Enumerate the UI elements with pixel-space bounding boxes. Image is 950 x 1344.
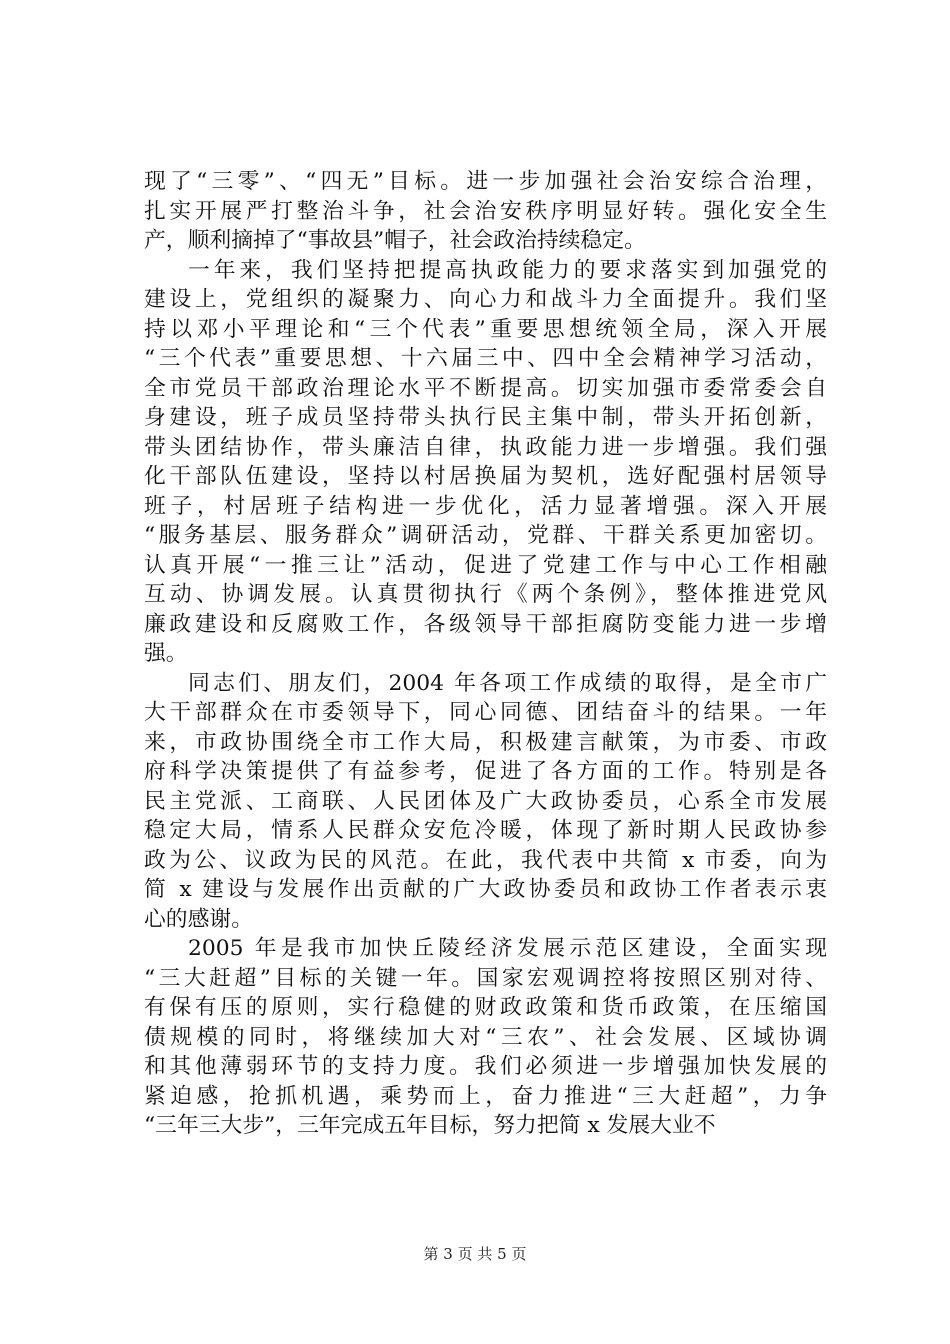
text-line: 有保有压的原则，实行稳健的财政政策和货币政策，在压缩国 xyxy=(144,995,827,1020)
text-line: 互动、协调发展。认真贯彻执行《两个条例》，整体推进党风 xyxy=(144,582,827,607)
text-line: 产，顺利摘掉了“事故县”帽子，社会政治持续稳定。 xyxy=(144,228,646,253)
text-line: 廉政建设和反腐败工作，各级领导干部拒腐防变能力进一步增 xyxy=(144,611,827,637)
text-line: 现了“三零”、“四无”目标。进一步加强社会治安综合治理， xyxy=(144,169,827,194)
text-line: 带头团结协作，带头廉洁自律，执政能力进一步增强。我们强 xyxy=(144,434,827,460)
text-line: 强。 xyxy=(144,641,188,666)
text-line: 大干部群众在市委领导下，同心同德、团结奋斗的结果。一年 xyxy=(144,700,827,725)
text-line: 债规模的同时，将继续加大对“三农”、社会发展、区域协调 xyxy=(144,1024,827,1050)
text-line: 认真开展“一推三让”活动，促进了党建工作与中心工作相融 xyxy=(144,552,827,578)
text-line: “三年三大步”，三年完成五年目标，努力把简 x 发展大业不 xyxy=(144,1113,716,1138)
text-line: 持以邓小平理论和“三个代表”重要思想统领全局，深入开展 xyxy=(144,316,827,342)
text-line: “三个代表”重要思想、十六届三中、四中全会精神学习活动， xyxy=(144,346,827,371)
text-line: 同志们、朋友们，2004 年各项工作成绩的取得，是全市广 xyxy=(188,670,827,696)
text-line: “三大赶超”目标的关键一年。国家宏观调控将按照区别对待、 xyxy=(144,965,827,991)
text-line: 稳定大局，情系人民群众安危冷暖，体现了新时期人民政协参 xyxy=(144,818,827,843)
text-line: 班子，村居班子结构进一步优化，活力显著增强。深入开展 xyxy=(144,493,827,519)
text-line: 扎实开展严打整治斗争，社会治安秩序明显好转。强化安全生 xyxy=(144,198,827,224)
paragraph xyxy=(144,167,827,256)
text-line: 心的感谢。 xyxy=(144,906,253,932)
paragraph xyxy=(144,669,827,935)
text-line: 府科学决策提供了有益参考，促进了各方面的工作。特别是各 xyxy=(144,759,827,784)
text-line: 政为公、议政为民的风范。在此，我代表中共简 x 市委，向为 xyxy=(144,847,827,873)
page-number-label: 第 3 页 共 5 页 xyxy=(423,1245,527,1263)
text-line: 建设上，党组织的凝聚力、向心力和战斗力全面提升。我们坚 xyxy=(144,287,827,312)
text-line: 全市党员干部政治理论水平不断提高。切实加强市委常委会自 xyxy=(144,375,827,401)
text-line: 2005 年是我市加快丘陵经济发展示范区建设，全面实现 xyxy=(188,936,827,961)
document-body xyxy=(144,167,827,1141)
paragraph xyxy=(144,934,827,1141)
text-line: 简 x 建设与发展作出贡献的广大政协委员和政协工作者表示衷 xyxy=(144,877,827,902)
text-line: 民主党派、工商联、人民团体及广大政协委员，心系全市发展 xyxy=(144,788,827,814)
text-line: 化干部队伍建设，坚持以村居换届为契机，选好配强村居领导 xyxy=(144,464,827,489)
text-line: 来，市政协围绕全市工作大局，积极建言献策，为市委、市政 xyxy=(144,729,827,755)
text-line: 和其他薄弱环节的支持力度。我们必须进一步增强加快发展的 xyxy=(144,1054,827,1079)
paragraph xyxy=(144,256,827,669)
text-line: 紧迫感，抢抓机遇，乘势而上，奋力推进“三大赶超”，力争 xyxy=(144,1083,827,1109)
page-footer xyxy=(0,1245,950,1263)
text-line: “服务基层、服务群众”调研活动，党群、干群关系更加密切。 xyxy=(144,523,827,548)
text-line: 一年来，我们坚持把提高执政能力的要求落实到加强党的 xyxy=(188,257,827,283)
text-line: 身建设，班子成员坚持带头执行民主集中制，带头开拓创新， xyxy=(144,405,827,430)
